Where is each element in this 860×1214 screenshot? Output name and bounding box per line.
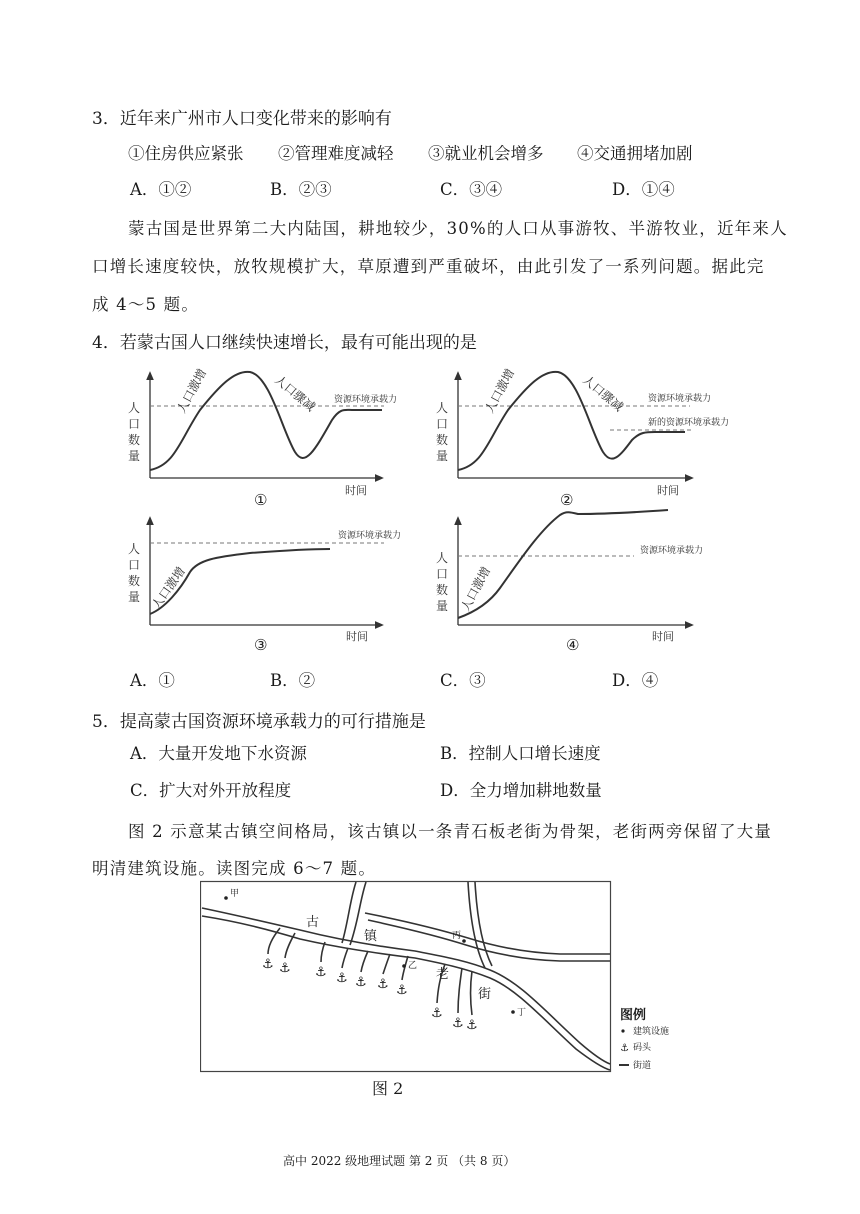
g2-capacity-label: 资源环境承载力 xyxy=(648,394,712,404)
point-yi-dot xyxy=(402,964,406,968)
q4-choice-c: C．③ xyxy=(440,671,486,690)
graph-2-number: ② xyxy=(560,491,574,509)
g2-xlabel: 时间 xyxy=(657,484,679,497)
g3-ylabel-3: 数 xyxy=(128,574,141,588)
q3-item-1: ①住房供应紧张 xyxy=(128,144,244,163)
street-char-4: 街 xyxy=(478,987,492,1002)
wharf-anchor-icon: ⚓ xyxy=(279,961,291,976)
wharf-anchor-icon: ⚓ xyxy=(262,957,274,972)
g1-ylabel-4: 量 xyxy=(128,449,141,463)
q5-stem: 5．提高蒙古国资源环境承载力的可行措施是 xyxy=(92,712,426,732)
intro1-line-1: 蒙古国是世界第二大内陆国，耕地较少，30%的人口从事游牧、半游牧业，近年来人 xyxy=(128,219,788,238)
q3-choice-c: C．③④ xyxy=(440,180,503,199)
page-footer: 高中 2022 级地理试题 第 2 页 （共 8 页） xyxy=(283,1154,516,1168)
graph-1-number: ① xyxy=(254,491,268,509)
g1-xlabel: 时间 xyxy=(345,484,367,497)
point-ding-dot xyxy=(511,1010,515,1014)
legend-building-dot xyxy=(621,1029,624,1032)
wharf-anchor-icon: ⚓ xyxy=(452,1016,464,1031)
intro1-line-2: 口增长速度较快，放牧规模扩大，草原遭到严重破坏，由此引发了一系列问题。据此完 xyxy=(92,257,765,276)
graph-4-number: ④ xyxy=(566,636,580,654)
q3-choice-d: D．①④ xyxy=(612,180,675,199)
q3-item-2: ②管理难度减轻 xyxy=(278,144,394,163)
g3-ylabel-2: 口 xyxy=(128,558,141,572)
g4-surge-label: 人口激增 xyxy=(458,564,494,614)
intro1-line-3: 成 4～5 题。 xyxy=(92,295,200,314)
g2-ylabel-1: 人 xyxy=(436,401,449,415)
g1-ylabel-2: 口 xyxy=(128,417,141,431)
q5-choice-c: C．扩大对外开放程度 xyxy=(130,781,292,800)
legend-title: 图例 xyxy=(620,1008,647,1023)
g4-xlabel: 时间 xyxy=(652,630,674,643)
graph-4 xyxy=(436,510,703,654)
intro2-line-2: 明清建筑设施。读图完成 6～7 题。 xyxy=(92,859,377,878)
g4-ylabel-4: 量 xyxy=(436,599,449,613)
legend-item-wharf: 码头 xyxy=(633,1043,652,1053)
g1-surge-label: 人口激增 xyxy=(174,366,210,416)
wharf-anchor-icon: ⚓ xyxy=(396,983,408,998)
g2-surge-label: 人口激增 xyxy=(482,366,518,416)
g3-ylabel-4: 量 xyxy=(128,590,141,604)
q4-stem: 4．若蒙古国人口继续快速增长，最有可能出现的是 xyxy=(92,333,477,353)
q4-choice-b: B．② xyxy=(270,671,316,690)
q5-choice-b: B．控制人口增长速度 xyxy=(440,744,601,763)
wharf-anchor-icon: ⚓ xyxy=(315,965,327,980)
legend-item-building: 建筑设施 xyxy=(633,1027,670,1037)
intro2-line-1: 图 2 示意某古镇空间格局，该古镇以一条青石板老街为骨架，老街两旁保留了大量 xyxy=(128,822,773,841)
q3-choice-b: B．②③ xyxy=(270,180,332,199)
point-yi-label: 乙 xyxy=(408,961,418,971)
town-map xyxy=(200,878,612,1074)
g1-crash-label: 人口骤减 xyxy=(272,372,318,415)
wharf-anchor-icon: ⚓ xyxy=(466,1018,478,1033)
g1-capacity-label: 资源环境承载力 xyxy=(334,395,398,405)
graph-2 xyxy=(436,366,729,509)
g3-ylabel-1: 人 xyxy=(128,542,141,556)
graph-3 xyxy=(128,520,401,654)
wharf-anchor-icon: ⚓ xyxy=(355,975,367,990)
map-frame xyxy=(201,882,611,1072)
g1-ylabel-3: 数 xyxy=(128,433,141,447)
g1-ylabel-1: 人 xyxy=(128,401,141,415)
g2-ylabel-3: 数 xyxy=(436,433,449,447)
map-caption: 图 2 xyxy=(372,1079,404,1098)
g4-ylabel-1: 人 xyxy=(436,551,449,565)
q3-choice-a: A．①② xyxy=(130,180,192,199)
q4-choice-a: A．① xyxy=(130,671,175,690)
point-bing-dot xyxy=(462,939,466,943)
legend-item-street: 街道 xyxy=(633,1061,652,1071)
point-bing-label: 丙 xyxy=(452,931,462,941)
g2-new-capacity-label: 新的资源环境承载力 xyxy=(648,418,730,428)
g4-capacity-label: 资源环境承载力 xyxy=(640,546,704,556)
street-char-1: 古 xyxy=(306,915,320,930)
graph-3-number: ③ xyxy=(254,636,268,654)
point-ding-label: 丁 xyxy=(517,1008,527,1018)
g4-ylabel-3: 数 xyxy=(436,583,449,597)
legend xyxy=(618,1024,708,1074)
street-char-3: 老 xyxy=(436,967,450,982)
g2-ylabel-4: 量 xyxy=(436,449,449,463)
g3-xlabel: 时间 xyxy=(346,630,368,643)
q5-choice-d: D．全力增加耕地数量 xyxy=(440,781,602,800)
graph-1 xyxy=(128,366,397,509)
q4-choice-d: D．④ xyxy=(612,671,659,690)
point-jia-label: 甲 xyxy=(230,889,240,899)
street-char-2: 镇 xyxy=(364,929,378,944)
g3-surge-label: 人口激增 xyxy=(148,564,188,612)
point-jia-dot xyxy=(224,896,228,900)
wharf-anchor-icon: ⚓ xyxy=(336,971,348,986)
wharf-anchor-icon: ⚓ xyxy=(431,1006,443,1021)
q3-item-3: ③就业机会增多 xyxy=(428,144,544,163)
q3-stem: 3．近年来广州市人口变化带来的影响有 xyxy=(92,109,392,129)
g3-capacity-label: 资源环境承载力 xyxy=(338,531,402,541)
g4-ylabel-2: 口 xyxy=(436,567,449,581)
g2-ylabel-2: 口 xyxy=(436,417,449,431)
wharf-anchor-icon: ⚓ xyxy=(377,977,389,992)
g2-crash-label: 人口骤减 xyxy=(580,372,626,415)
q5-choice-a: A．大量开发地下水资源 xyxy=(130,744,307,763)
q3-item-4: ④交通拥堵加剧 xyxy=(577,144,693,163)
legend-anchor-icon: ⚓ xyxy=(620,1043,629,1054)
